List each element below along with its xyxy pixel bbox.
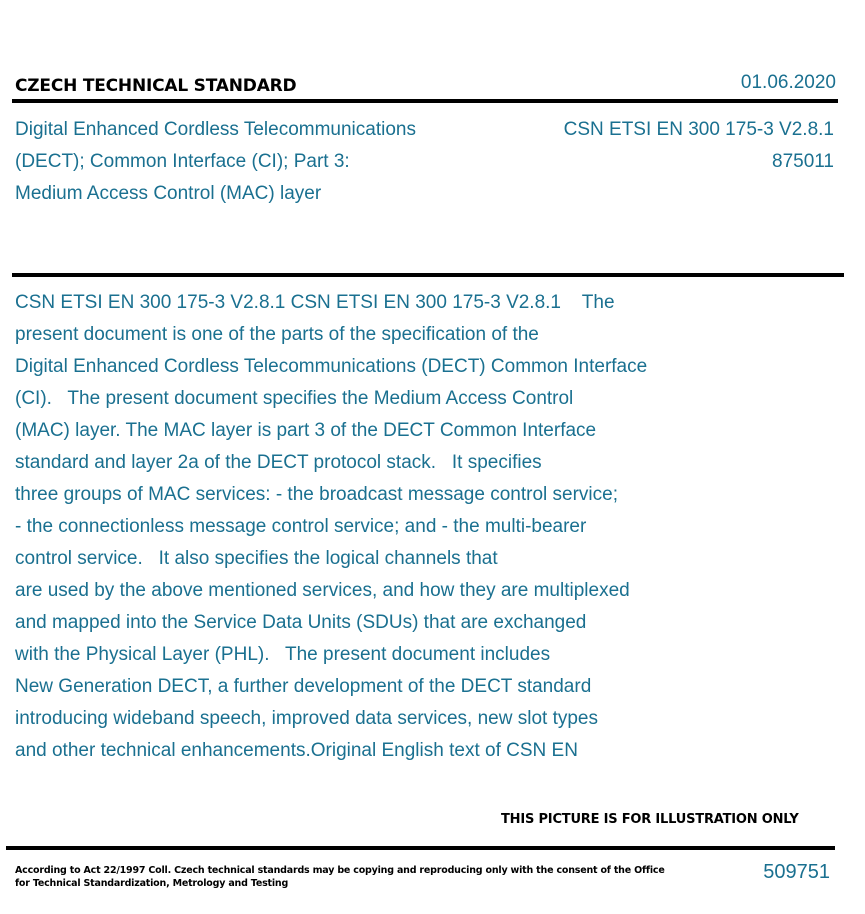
document-number: 509751 <box>763 861 830 883</box>
abstract-line: present document is one of the parts of the specification of the <box>15 324 539 345</box>
abstract-line: (CI). The present document specifies the Medium Access Control <box>15 388 574 409</box>
title-divider <box>12 273 844 277</box>
abstract-line: New Generation DECT, a further development of the DECT standard <box>15 676 592 697</box>
abstract-line: CSN ETSI EN 300 175-3 V2.8.1 CSN ETSI EN 300 175-3 V2.8.1 The <box>15 292 615 313</box>
standard-identifier <box>564 114 834 178</box>
abstract-line: introducing wideband speech, improved data services, new slot types <box>15 708 598 729</box>
illustration-note: THIS PICTURE IS FOR ILLUSTRATION ONLY <box>501 812 799 827</box>
footer-divider <box>6 846 835 850</box>
standard-title-line: Digital Enhanced Cordless Telecommunications <box>15 119 416 140</box>
abstract-line: three groups of MAC services: - the broadcast message control service; <box>15 484 618 505</box>
abstract-line: (MAC) layer. The MAC layer is part 3 of the DECT Common Interface <box>15 420 597 441</box>
standard-title-line: Medium Access Control (MAC) layer <box>15 183 322 204</box>
abstract-line: control service. It also specifies the logical channels that <box>15 548 498 569</box>
legal-notice <box>15 864 665 890</box>
abstract-line: and other technical enhancements.Original English text of CSN EN <box>15 740 578 761</box>
header-divider <box>12 99 838 103</box>
catalog-number: 875011 <box>772 151 834 172</box>
abstract-line: - the connectionless message control service; and - the multi-bearer <box>15 516 587 537</box>
standard-title <box>15 114 485 210</box>
abstract-line: with the Physical Layer (PHL). The present document includes <box>15 644 551 665</box>
abstract-line: standard and layer 2a of the DECT protocol stack. It specifies <box>15 452 542 473</box>
abstract-line: are used by the above mentioned services, and how they are multiplexed <box>15 580 630 601</box>
abstract-text <box>15 287 755 767</box>
legal-notice-line: for Technical Standardization, Metrology and Testing <box>15 878 289 889</box>
standard-code: CSN ETSI EN 300 175-3 V2.8.1 <box>563 119 834 140</box>
standard-title-line: (DECT); Common Interface (CI); Part 3: <box>15 151 350 172</box>
abstract-line: and mapped into the Service Data Units (SDUs) that are exchanged <box>15 612 587 633</box>
abstract-line: Digital Enhanced Cordless Telecommunications (DECT) Common Interface <box>15 356 648 377</box>
publication-date: 01.06.2020 <box>740 72 836 93</box>
document-header-title: CZECH TECHNICAL STANDARD <box>15 76 297 96</box>
legal-notice-line: According to Act 22/1997 Coll. Czech technical standards may be copying and reproducing only with the consent of the Office <box>15 865 665 876</box>
